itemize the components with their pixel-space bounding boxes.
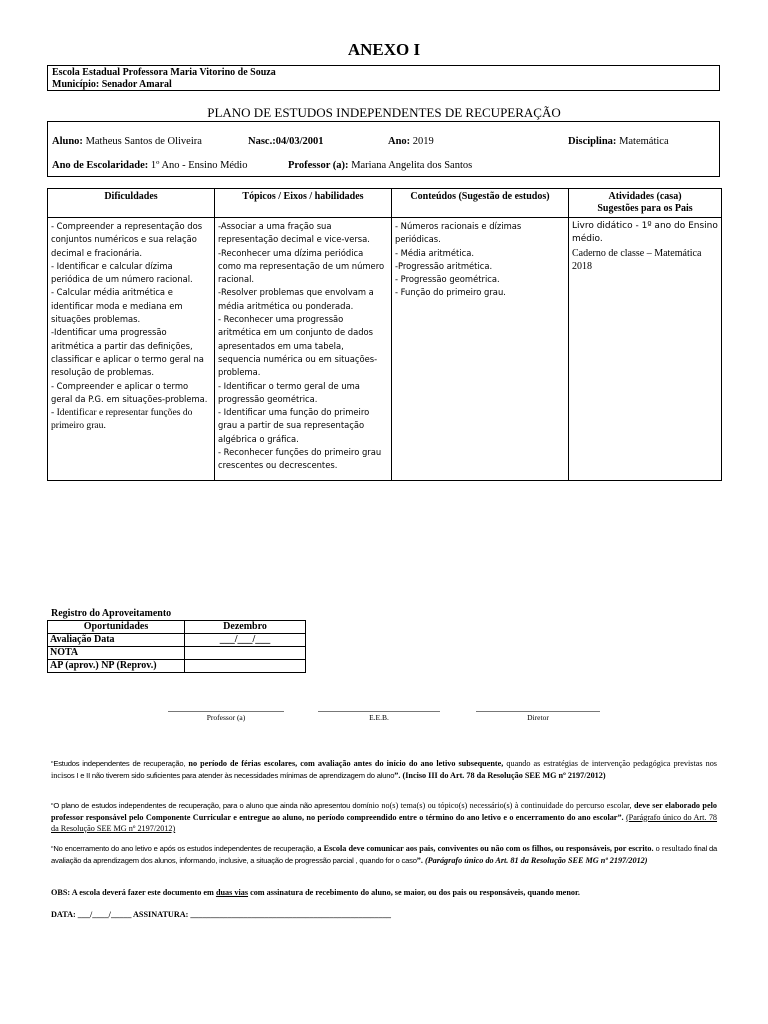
- registro-date-field[interactable]: ___/___/___: [185, 634, 306, 647]
- list-item: -Reconhecer uma dízima periódica como ma representação de um número racional.: [218, 247, 385, 285]
- table-row: [48, 660, 306, 673]
- subject-field: Disciplina: Matemática: [568, 136, 669, 147]
- topics-cell: [215, 218, 392, 481]
- registro-title: Registro do Aproveitamento: [51, 608, 172, 619]
- registro-avaliacao-label: Avaliação Data: [48, 634, 185, 647]
- municipality: Município: Senador Amaral: [52, 79, 172, 90]
- header-topics: Tópicos / Eixos / habilidades: [215, 189, 392, 218]
- list-item: - Média aritmética.: [395, 247, 475, 258]
- signature-line-professor: [168, 711, 284, 712]
- list-item: - Identificar e calcular dízima periódica de um número racional.: [51, 260, 193, 285]
- signature-label-diretor: Diretor: [527, 713, 549, 722]
- registro-nota-label: NOTA: [48, 647, 185, 660]
- list-item: -Associar a uma fração sua representação decimal e vice-versa.: [218, 221, 370, 245]
- signature-line-diretor: [476, 711, 600, 712]
- table-row: [48, 621, 306, 634]
- list-item: - Compreender e aplicar o termo geral da P.G. em situações-problema.: [51, 380, 208, 404]
- note-obs: OBS: A escola deverá fazer este documento em duas vias com assinatura de recebimento do aluno, se maior, ou dos pais ou responsáveis, quando menor.: [51, 888, 580, 897]
- list-item: - Reconhecer funções do primeiro grau crescentes ou decrescentes.: [218, 447, 382, 471]
- list-item: - Identificar e representar funções do primeiro grau.: [51, 407, 193, 432]
- registro-header-oportunidades: Oportunidades: [48, 621, 185, 634]
- activities-cell: [569, 218, 722, 481]
- grade-field: Ano de Escolaridade: 1º Ano - Ensino Médio: [52, 160, 248, 171]
- study-plan-table: [47, 188, 722, 481]
- registro-header-dezembro: Dezembro: [185, 621, 306, 634]
- signature-label-eeb: E.E.B.: [369, 713, 389, 722]
- contents-cell: [392, 218, 569, 481]
- signature-label-professor: Professor (a): [206, 713, 246, 722]
- header-difficulties: Dificuldades: [48, 189, 215, 218]
- teacher-field: Professor (a): Mariana Angelita dos Santos: [288, 160, 473, 171]
- table-row: [48, 647, 306, 660]
- student-field: Aluno: Matheus Santos de Oliveira: [52, 136, 202, 147]
- year-field: Ano: 2019: [388, 136, 434, 147]
- registro-table: [47, 620, 306, 673]
- header-activities: Atividades (casa) Sugestões para os Pais: [569, 189, 722, 218]
- registro-ap-label: AP (aprov.) NP (Reprov.): [48, 660, 185, 673]
- list-item: -Identificar uma progressão aritmética a partir das definições, classificar e aplicar o termo geral na resolução de problemas.: [51, 327, 204, 378]
- list-item: - Função do primeiro grau.: [395, 287, 506, 298]
- difficulties-cell: [48, 218, 215, 481]
- list-item: - Identificar o termo geral de uma progressão geométrica.: [218, 380, 360, 404]
- note-encerramento: “No encerramento do ano letivo e após os estudos independentes de recuperação, a Escola deve comunicar aos pais, conviventes ou não com os filhos, ou responsáveis, por escrito. o resultado final da avaliação da aprendizagem dos alunos, informando, inclusive, a situação de progressão parcial , quando for o caso”. (Parágrafo único do Art. 81 da Resolução SEE MG nº 2197/2012): [51, 844, 718, 865]
- note-plano-estudos: “O plano de estudos independentes de recuperação, para o aluno que ainda não apresentou domínio no(s) tema(s) ou tópico(s) necessário(s) à continuidade do percurso escolar, deve ser elaborado pelo professor responsável pelo Componente Curricular e entregue ao aluno, no período compreendido entre o término do ano letivo e o encerramento do ano escolar”. (Parágrafo único do Art. 78 da Resolução SEE MG nº 2197/2012): [51, 801, 718, 833]
- list-item: - Progressão geométrica.: [395, 274, 500, 285]
- list-item: - Números racionais e dízimas periódicas.: [395, 221, 522, 245]
- table-row: [48, 634, 306, 647]
- header-contents: Conteúdos (Sugestão de estudos): [392, 189, 569, 218]
- date-signature-line[interactable]: DATA: ___/____/_____ ASSINATURA: _________________________________________________: [51, 910, 392, 919]
- list-item: -Progressão aritmética.: [395, 260, 493, 271]
- list-item: - Compreender a representação dos conjuntos numéricos e sua relação decimal e fracionária.: [51, 221, 203, 258]
- list-item: - Calcular média aritmética e identificar moda e mediana em situações problemas.: [51, 287, 183, 325]
- table-row: [48, 218, 722, 481]
- school-info-box: [47, 65, 720, 91]
- registro-nota-field[interactable]: [185, 647, 306, 660]
- list-item: - Identificar uma função do primeiro grau a partir de sua representação algébrica o gráfica.: [218, 407, 370, 444]
- note-estudos-independentes: “Estudos independentes de recuperação, no período de férias escolares, com avaliação antes do início do ano letivo subsequente, quando as estratégias de intervenção pedagógica previstas nos incisos I e II não tiverem sido suficientes para atender às necessidades mínimas de aprendizagem do aluno”. (Inciso III do Art. 78 da Resolução SEE MG nº 2197/2012): [51, 759, 717, 780]
- signature-line-eeb: [318, 711, 440, 712]
- student-info-box: [47, 121, 720, 177]
- list-item: - Reconhecer uma progressão aritmética em um conjunto de dados apresentados em uma tabela, sequencia numérica ou em situações-problema.: [218, 314, 378, 378]
- list-item: -Resolver problemas que envolvam a média aritmética ou ponderada.: [218, 287, 374, 311]
- list-item: Caderno de classe – Matemática 2018: [572, 247, 702, 272]
- school-name: Escola Estadual Professora Maria Vitorino de Souza: [52, 67, 276, 78]
- page-title: ANEXO I: [347, 40, 421, 59]
- birth-field: Nasc.:04/03/2001: [248, 136, 324, 147]
- registro-ap-field[interactable]: [185, 660, 306, 673]
- plan-title: PLANO DE ESTUDOS INDEPENDENTES DE RECUPERAÇÃO: [207, 105, 561, 120]
- list-item: Livro didático - 1º ano do Ensino médio.: [572, 221, 718, 245]
- table-header-row: [48, 189, 722, 218]
